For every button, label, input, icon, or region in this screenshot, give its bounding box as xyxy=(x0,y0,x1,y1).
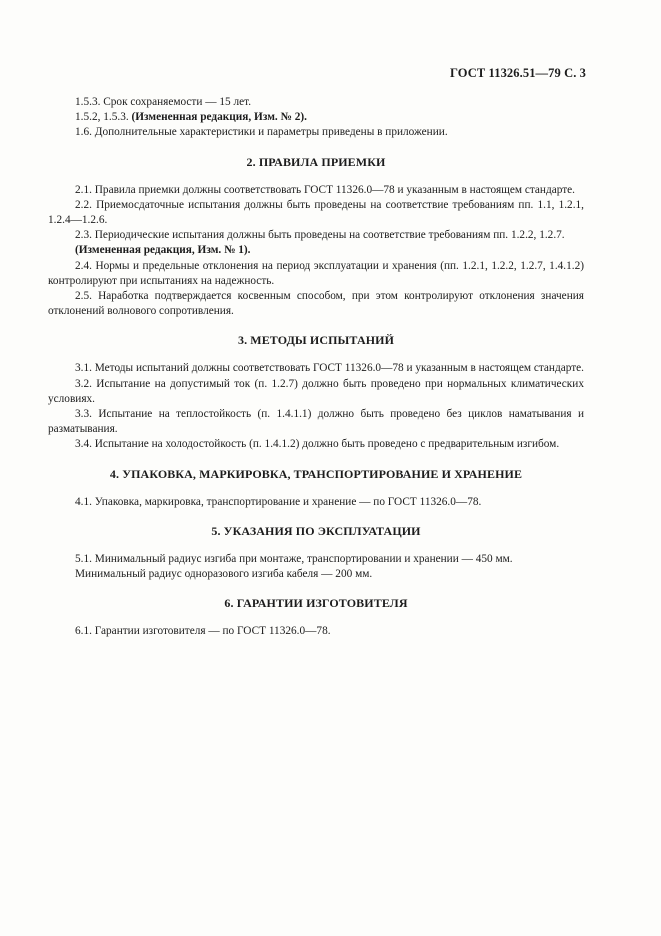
paragraph-amendment-2 xyxy=(48,110,584,125)
paragraph-4-1: 4.1. Упаковка, маркировка, транспортирование и хранение — по ГОСТ 11326.0—78. xyxy=(75,495,482,508)
paragraph-6-1: 6.1. Гарантии изготовителя — по ГОСТ 11326.0—78. xyxy=(75,625,331,638)
section-2-title: 2. ПРАВИЛА ПРИЕМКИ xyxy=(246,154,386,169)
paragraph-3-2: 3.2. Испытание на допустимый ток (п. 1.2.7) должно быть проведено при нормальных климатических условиях. xyxy=(48,377,584,405)
paragraph-3-1: 3.1. Методы испытаний должны соответствовать ГОСТ 11326.0—78 и указанным в настоящем стандарте. xyxy=(75,362,584,375)
paragraph-3-3: 3.3. Испытание на теплостойкость (п. 1.4.1.1) должно быть проведено без циклов наматывания и разматывания. xyxy=(48,408,584,436)
document-body xyxy=(48,95,584,639)
paragraph-2-4: 2.4. Нормы и предельные отклонения на период эксплуатации и хранения (пп. 1.2.1, 1.2.2, 1.2.7, 1.4.1.2) контролируют при испытаниях на надежность. xyxy=(48,259,584,287)
paragraph-2-2: 2.2. Приемосдаточные испытания должны быть проведены на соответствие требованиям пп. 1.1, 1.2.1, 1.2.4—1.2.6. xyxy=(48,198,584,227)
paragraph-1-5-3: 1.5.3. Срок сохраняемости — 15 лет. xyxy=(75,96,252,108)
paragraph-2-1: 2.1. Правила приемки должны соответствовать ГОСТ 11326.0—78 и указанным в настоящем стандарте. xyxy=(75,183,576,196)
paragraph-3-4: 3.4. Испытание на холодостойкость (п. 1.4.1.2) должно быть проведено с предварительным изгибом. xyxy=(75,438,560,451)
section-3-title: 3. МЕТОДЫ ИСПЫТАНИЙ xyxy=(237,333,395,348)
amendment-ref: 1.5.2, 1.5.3. xyxy=(75,111,132,124)
paragraph-2-3: 2.3. Периодические испытания должны быть проведены на соответствие требованиям пп. 1.2.2, 1.2.7. xyxy=(75,229,565,242)
paragraph-5-1-cont: Минимальный радиус одноразового изгиба кабеля — 200 мм. xyxy=(75,568,373,581)
amendment-note: (Измененная редакция, Изм. № 2). xyxy=(131,111,307,124)
paragraph-5-1: 5.1. Минимальный радиус изгиба при монтаже, транспортировании и хранении — 450 мм. xyxy=(75,552,513,565)
paragraph-1-6: 1.6. Дополнительные характеристики и параметры приведены в приложении. xyxy=(75,126,448,139)
section-4-title: 4. УПАКОВКА, МАРКИРОВКА, ТРАНСПОРТИРОВАНИЕ И ХРАНЕНИЕ xyxy=(109,466,523,481)
paragraph-2-5: 2.5. Наработка подтверждается косвенным способом, при этом контролируют отклонения значения отклонений волнового сопротивления. xyxy=(48,290,584,318)
section-6-title: 6. ГАРАНТИИ ИЗГОТОВИТЕЛЯ xyxy=(224,596,408,611)
running-header: ГОСТ 11326.51—79 С. 3 xyxy=(450,66,586,80)
amendment-note-1: (Измененная редакция, Изм. № 1). xyxy=(75,244,251,257)
section-5-title: 5. УКАЗАНИЯ ПО ЭКСПЛУАТАЦИИ xyxy=(211,523,421,538)
